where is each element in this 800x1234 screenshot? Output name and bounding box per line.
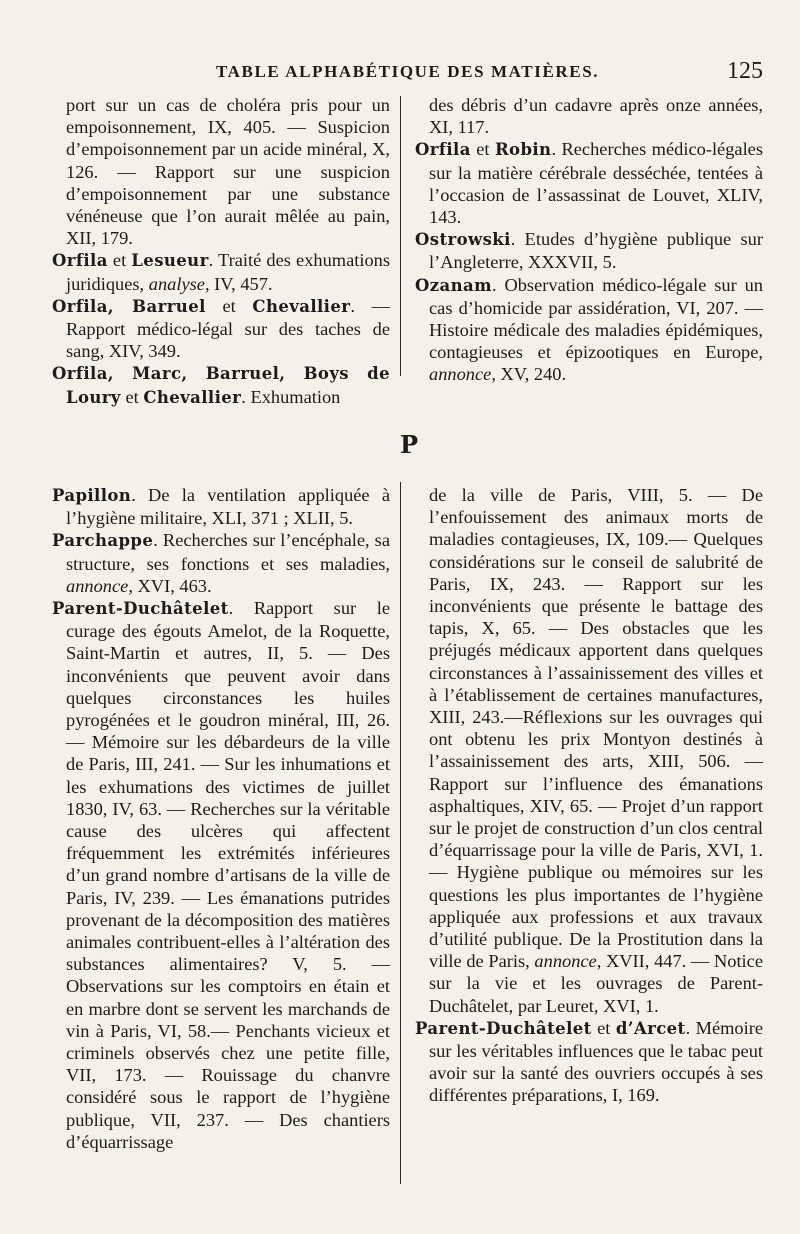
- column-divider-bottom: [400, 482, 401, 1184]
- entry-italic: annonce: [429, 364, 492, 385]
- entry-heading-2: d’Arcet: [615, 1018, 686, 1038]
- entry-heading: Parent-Duchâtelet: [415, 1018, 592, 1038]
- entry-heading-2: Chevallier: [143, 387, 242, 407]
- entry-heading: Orfila: [415, 140, 471, 160]
- entry-heading-2: Chevallier: [252, 296, 351, 316]
- page-number: 125: [727, 58, 763, 84]
- entry-text: . De la ventilation appliquée à l’hygiène militaire, XLI, 371 ; XLII, 5.: [66, 485, 390, 529]
- index-entry-orfila-lesueur: [52, 249, 390, 294]
- index-entry-orfila-marc-barruel: [52, 362, 390, 408]
- index-entry-papillon: [52, 484, 390, 529]
- entry-text-end: , XVI, 463.: [128, 575, 212, 596]
- index-entry-orfila-robin: [415, 138, 763, 228]
- entry-heading: Ozanam: [415, 275, 492, 295]
- entry-heading: Orfila, Barruel: [52, 296, 206, 316]
- entry-text: . Rapport sur le curage des égouts Amelot, de la Roquette, Saint-Martin et autres, II, 5. — Des inconvénients que peuvent avoir dans quelques circonstances les huiles pyrogénées et le goudron minéral, III, 26. — Mémoire sur les débardeurs de la ville de Paris, III, 241. — Sur les inhumations et les exhumations des victimes de juillet 1830, IV, 63. — Recherches sur la véritable cause des ulcères qui affectent fréquemment les extrémités inférieures d’un grand nombre d’artisans de la ville de Paris, IV, 239. — Les émanations putrides provenant de la décomposition des matières animales contribuent-elles à l’altération des substances alimentaires? V, 5. — Observations sur les comptoirs en étain et en marbre dont se servent les marchands de vin à Paris, VI, 58.— Penchants vicieux et criminels observés chez une petite fille, VII, 173. — Rouissage du chanvre considéré sous le rapport de l’hygiène publique, VII, 237. — Des chantiers d’équarrissage: [66, 598, 390, 1152]
- entry-connector: et: [205, 295, 253, 316]
- entry-text: . Etudes d’hygiène publique sur l’Angleterre, XXXVII, 5.: [429, 229, 763, 273]
- entry-connector: et: [591, 1017, 616, 1038]
- entry-text: . Recherches médico-légales sur la matière cérébrale desséchée, tentées à l’occasion de l’assassinat de Louvet, XLIV, 143.: [429, 139, 763, 228]
- entry-text: . Recherches sur l’encéphale, sa structure, ses fonctions et ses maladies,: [66, 530, 390, 574]
- entry-heading-2: Lesueur: [131, 251, 209, 271]
- entry-heading: Parchappe: [52, 531, 154, 551]
- index-entry-orfila-barruel-chevallier: [52, 295, 390, 363]
- entry-italic: annonce: [66, 575, 129, 596]
- entry-connector: et: [120, 386, 144, 407]
- entry-heading: Ostrowski: [415, 230, 511, 250]
- top-left-column: [52, 94, 390, 409]
- entry-text: . Exhumation: [241, 386, 341, 407]
- continuation-paragraph: des débris d’un cadavre après onze années, XI, 117.: [429, 95, 763, 138]
- index-entry-ozanam: [415, 274, 763, 386]
- bottom-right-column: [415, 484, 763, 1107]
- entry-heading: Orfila, Marc, Barruel, Boys de Loury: [52, 364, 390, 407]
- entry-heading-2: Robin: [494, 140, 552, 160]
- entry-italic: annonce: [534, 951, 597, 972]
- entry-connector: et: [470, 139, 495, 160]
- entry-text-end: , IV, 457.: [204, 273, 273, 294]
- entry-text: de la ville de Paris, VIII, 5. — De l’enfouissement des animaux morts de maladies contagieuses, IX, 109.— Quelques considérations sur le conseil de salubrité de Paris, IX, 243. — Rapport sur les inconvénients que présente le battage des tapis, X, 65. — Des obstacles que les préjugés médicaux apportent dans quelques circonstances à l’assainissement des villes et à l’établissement de certaines manufactures, XIII, 243.—Réflexions sur les ouvrages qui ont obtenu les prix Montyon destinés à l’assainissement des arts, XIII, 506. — Rapport sur l’influence des émanations asphaltiques, XIV, 65. — Projet d’un rapport sur le projet de construction d’un clos central d’équarrissage pour la ville de Paris, XVI, 1. — Hygiène publique ou mémoires sur les questions les plus importantes de l’hygiène appliquée aux professions et aux travaux d’utilité publique. De la Prostitution dans la ville de Paris,: [429, 485, 763, 972]
- index-entry-ostrowski: [415, 228, 763, 273]
- column-divider-top: [400, 96, 401, 376]
- index-entry-parent-duchatelet: [52, 597, 390, 1153]
- entry-heading: Papillon: [52, 486, 132, 505]
- continuation-paragraph: port sur un cas de choléra pris pour un empoisonnement, IX, 405. — Suspicion d’empoisonnement par un acide minéral, X, 126. — Rapport sur une suspicion d’empoisonnement par une substance vénéneuse que l’on aurait mêlée au pain, XII, 179.: [66, 95, 390, 249]
- entry-heading: Orfila: [52, 251, 108, 271]
- entry-italic: analyse: [148, 273, 205, 294]
- index-entry-parent-duchatelet-darcet: [415, 1017, 763, 1107]
- page-header: [0, 58, 800, 92]
- index-entry-parchappe: [52, 529, 390, 597]
- section-letter: P: [400, 430, 419, 459]
- entry-text: . — Rapport médico-légal sur des taches de sang, XIV, 349.: [66, 295, 391, 362]
- entry-connector: et: [107, 250, 132, 271]
- top-right-column: [415, 94, 763, 386]
- bottom-left-column: [52, 484, 390, 1153]
- entry-text: . Mémoire sur les véritables influences que le tabac peut avoir sur la santé des ouvriers occupés à ses différentes préparations, I, 169.: [429, 1017, 764, 1106]
- running-title: TABLE ALPHABÉTIQUE DES MATIÈRES.: [216, 62, 600, 81]
- entry-text: . Observation médico-légale sur un cas d’homicide par assidération, VI, 207. — Histoire médicale des maladies épidémiques, contagieuses et épizootiques en Europe,: [429, 274, 763, 363]
- continuation-paragraph: [415, 484, 763, 1017]
- entry-text-end: , XV, 240.: [491, 364, 567, 385]
- entry-text-end: , XVII, 447. — Notice sur la vie et les ouvrages de Parent-Duchâtelet, par Leuret, XVI, 1.: [429, 951, 763, 1016]
- entry-heading: Parent-Duchâtelet: [52, 599, 229, 619]
- entry-text: . Traité des exhumations juridiques,: [66, 250, 391, 294]
